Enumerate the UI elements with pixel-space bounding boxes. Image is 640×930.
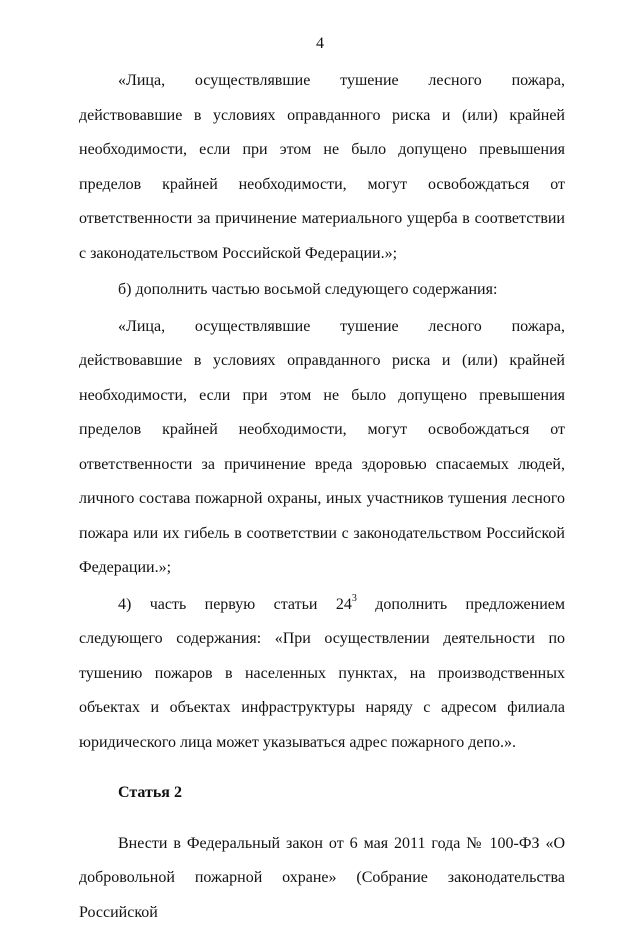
document-body xyxy=(79,64,565,930)
paragraph-quote-material-damage: «Лица, осуществлявшие тушение лесного пожара, действовавшие в условиях оправданного риска и (или) крайней необходимости, если при этом не было допущено превышения пределов крайней необходимости, могут освобождаться от ответственности за причинение материального ущерба в соответствии с законодательством Российской Федерации.»; xyxy=(79,64,565,271)
paragraph-article-2-intro: Внести в Федеральный закон от 6 мая 2011 года № 100-ФЗ «О добровольной пожарной охране» (Собрание законодательства Российской xyxy=(79,827,565,930)
paragraph-amendment-b: б) дополнить частью восьмой следующего содержания: xyxy=(79,273,565,308)
paragraph-quote-health-damage: «Лица, осуществлявшие тушение лесного пожара, действовавшие в условиях оправданного риска и (или) крайней необходимости, если при этом не было допущено превышения пределов крайней необходимости, могут освобождаться от ответственности за причинение вреда здоровью спасаемых людей, личного состава пожарной охраны, иных участников тушения лесного пожара или их гибель в соответствии с законодательством Российской Федерации.»; xyxy=(79,310,565,586)
article-superscript: 3 xyxy=(352,593,357,604)
page-number: 4 xyxy=(0,34,640,54)
article-heading: Статья 2 xyxy=(79,776,565,811)
paragraph-amendment-4-rest: дополнить предложением следующего содержания: «При осуществлении деятельности по тушению пожаров в населенных пунктах, на производственных объектах и объектах инфраструктуры наряду с адресом филиала юридического лица может указываться адрес пожарного депо.». xyxy=(79,596,565,751)
paragraph-amendment-4-start: 4) часть первую статьи 24 xyxy=(118,596,352,613)
paragraph-amendment-4 xyxy=(79,588,565,761)
